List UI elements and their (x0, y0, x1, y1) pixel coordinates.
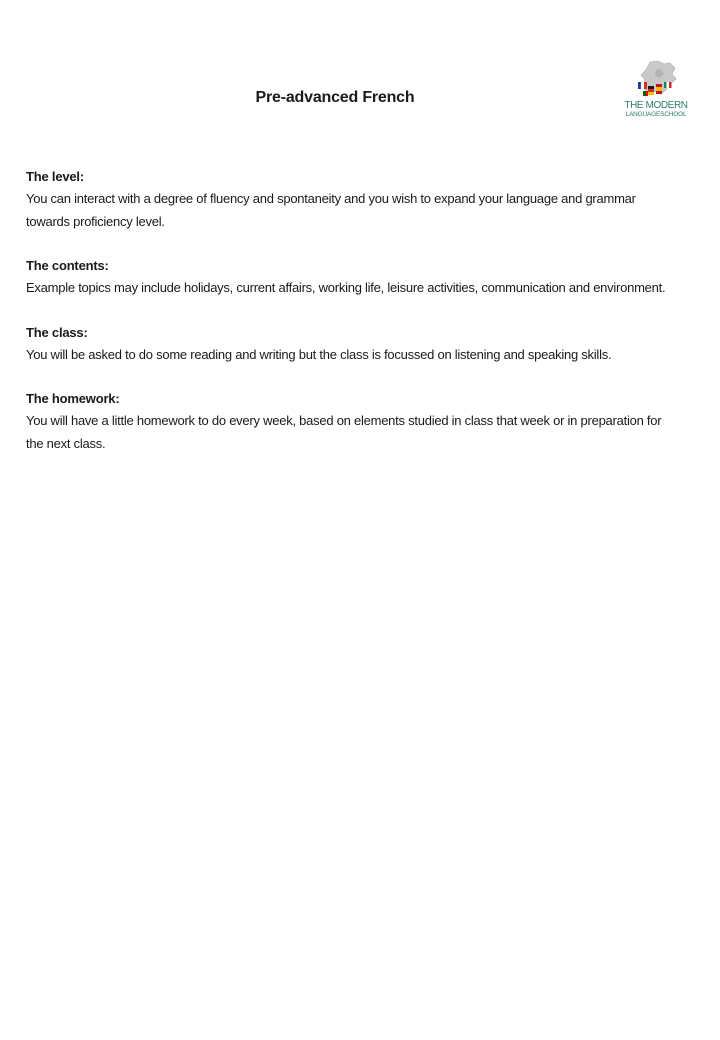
section-contents (26, 255, 676, 300)
section-heading: The contents: (26, 258, 109, 273)
logo-title: THE MODERN (624, 100, 688, 111)
section-body: Example topics may include holidays, current affairs, working life, leisure activities, communication and environment. (26, 280, 666, 295)
section-homework (26, 388, 676, 455)
section-body: You will have a little homework to do every week, based on elements studied in class that week or in preparation for the next class. (26, 413, 662, 451)
document-body (26, 166, 676, 477)
school-logo (614, 60, 698, 122)
logo-subtitle: LANGUAGESCHOOL (625, 111, 687, 118)
section-body: You can interact with a degree of fluency and spontaneity and you wish to expand your language and grammar towards proficiency level. (26, 191, 636, 229)
section-level (26, 166, 676, 233)
section-body: You will be asked to do some reading and writing but the class is focussed on listening and speaking skills. (26, 346, 612, 362)
section-class (26, 322, 676, 367)
section-heading: The class: (26, 324, 88, 340)
page-title: Pre-advanced French (255, 89, 415, 106)
europe-map-icon (620, 60, 686, 102)
section-heading: The homework: (26, 391, 120, 406)
section-heading: The level: (26, 169, 84, 184)
